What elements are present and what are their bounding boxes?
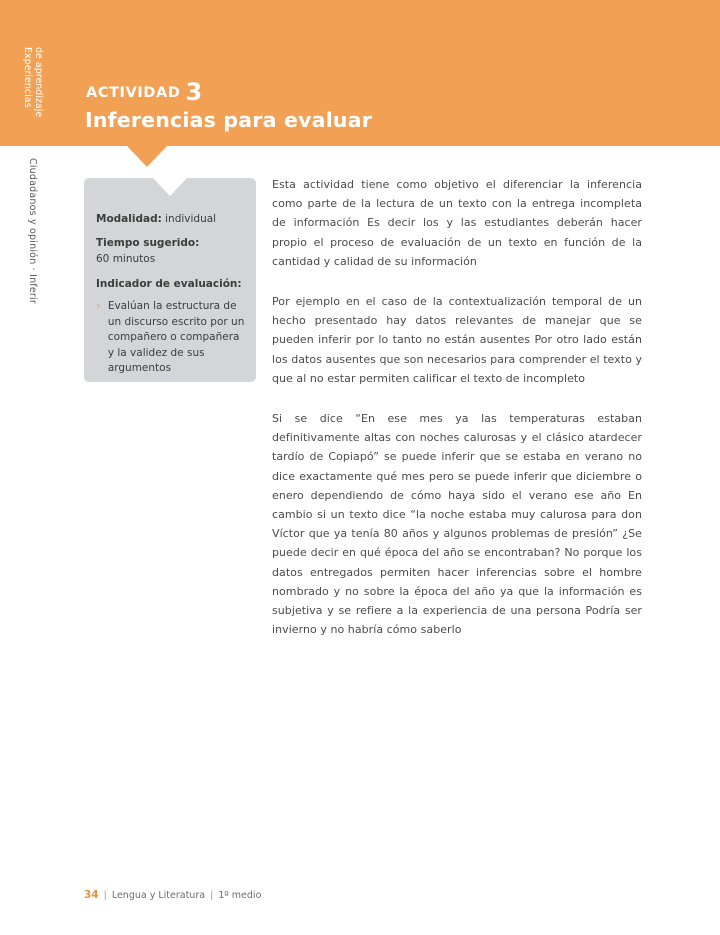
info-indicador-item bbox=[96, 299, 246, 377]
info-indicador-label: Indicador de evaluación: bbox=[96, 278, 242, 290]
info-indicador-item-text: Evalúan la estructura de un discurso escrito por un compañero o compañera y la validez de sus argumentos bbox=[107, 300, 245, 374]
info-tiempo-value: 60 minutos bbox=[96, 253, 156, 265]
sidebar-unit-label bbox=[22, 47, 46, 147]
page-title: Inferencias para evaluar bbox=[85, 108, 373, 132]
footer-level: 1º medio bbox=[218, 890, 262, 901]
info-modalidad-value: individual bbox=[161, 213, 217, 225]
info-modalidad bbox=[96, 211, 246, 227]
header-pointer-triangle bbox=[127, 146, 167, 167]
activity-kicker bbox=[86, 78, 202, 106]
sidebar-topic-label: Ciudadanos y opinión · Inferir bbox=[27, 158, 38, 304]
body-text-column bbox=[272, 175, 642, 639]
info-modalidad-label: Modalidad: bbox=[96, 213, 162, 225]
activity-kicker-text: ACTIVIDAD bbox=[86, 85, 181, 101]
info-tiempo bbox=[96, 235, 246, 267]
info-box-content bbox=[96, 211, 246, 377]
body-paragraph: Si se dice “En ese mes ya las temperaturas estaban definitivamente altas con noches calurosas y el clásico atardecer tardío de Copiapó” se puede inferir que se estaba en verano no dice exactamente qué mes pero se puede inferir que diciembre o enero dependiendo de cómo haya sido el verano ese año En cambio si un texto dice “la noche estaba muy calurosa para don Víctor que ya tenía 80 años y algunos problemas de presión” ¿Se puede decir en qué época del año se encontraban? No porque los datos entregados permiten hacer inferencias sobre el hombre nombrado y no sobre la época del año ya que la información es subjetiva y se refiere a la experiencia de una persona Podría ser invierno y no habría cómo saberlo bbox=[272, 412, 642, 637]
chevron-right-icon: › bbox=[96, 299, 101, 313]
footer-page-number: 34 bbox=[84, 889, 99, 901]
body-paragraph: Esta actividad tiene como objetivo el diferenciar la inferencia como parte de la lectura de un texto con la entrega incompleta de información Es decir los y las estudiantes deberán hacer propio el proceso de evaluación de un texto en función de la cantidad y calidad de su información bbox=[272, 178, 642, 268]
info-tiempo-label: Tiempo sugerido: bbox=[96, 237, 200, 249]
page-footer bbox=[84, 889, 261, 901]
activity-number: 3 bbox=[185, 78, 203, 106]
sidebar-unit-label-line2: de aprendizaje bbox=[33, 47, 44, 118]
footer-separator: | bbox=[103, 890, 107, 901]
footer-subject: Lengua y Literatura bbox=[111, 890, 206, 901]
sidebar-unit-label-line1: Experiencias bbox=[22, 47, 33, 108]
activity-info-box bbox=[84, 178, 256, 382]
footer-separator: | bbox=[210, 890, 214, 901]
body-paragraph: Por ejemplo en el caso de la contextualización temporal de un hecho presentado hay datos relevantes de manejar que se pueden inferir por lo tanto no están ausentes Por otro lado están los datos ausentes que son necesarios para comprender el texto y que al no estar permiten calificar el texto de incompleto bbox=[272, 295, 642, 385]
info-box-notch bbox=[153, 178, 187, 196]
